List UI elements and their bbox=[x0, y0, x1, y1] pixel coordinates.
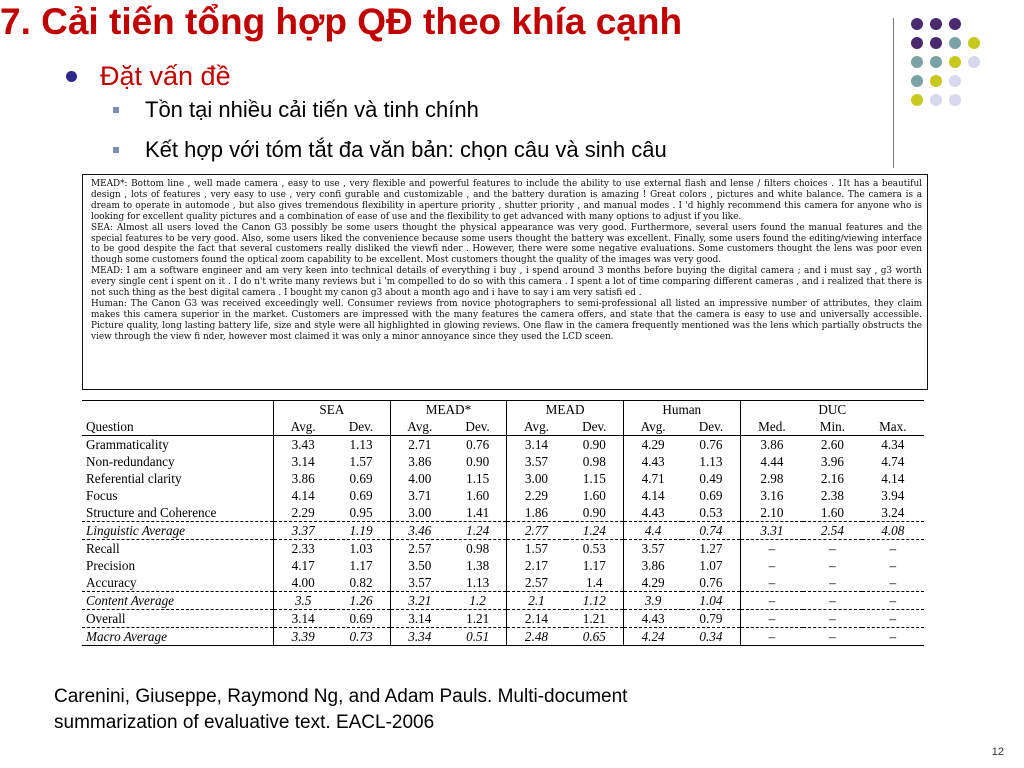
table-cell: 3.14 bbox=[274, 610, 333, 628]
table-cell: 0.51 bbox=[449, 628, 507, 646]
table-cell: 4.43 bbox=[623, 610, 682, 628]
table-cell: 1.15 bbox=[582, 471, 606, 486]
table-group-header bbox=[82, 401, 924, 419]
table-row-label: Accuracy bbox=[86, 575, 137, 590]
table-cell: 1.60 bbox=[820, 505, 844, 520]
table-cell: 2.17 bbox=[507, 557, 566, 574]
table-cell: – bbox=[740, 628, 803, 646]
table-group-label: MEAD bbox=[507, 401, 624, 419]
citation-line-1: Carenini, Giuseppe, Raymond Ng, and Adam Pauls. Multi-document bbox=[54, 686, 628, 707]
table-row bbox=[82, 487, 924, 504]
table-cell: 1.04 bbox=[682, 592, 740, 610]
table-cell: 1.17 bbox=[582, 558, 606, 573]
table-cell: 1.26 bbox=[332, 592, 390, 610]
table-header-cell: Max. bbox=[879, 419, 907, 434]
table-cell: 0.98 bbox=[449, 540, 507, 558]
table-header-cell: Avg. bbox=[507, 418, 566, 436]
table-cell: 4.43 bbox=[623, 453, 682, 470]
decorative-dot bbox=[949, 94, 961, 106]
table-row bbox=[82, 557, 924, 574]
table-group-label: SEA bbox=[274, 401, 391, 419]
decorative-dot bbox=[911, 75, 923, 87]
table-cell: 0.95 bbox=[349, 505, 373, 520]
table-cell: 2.38 bbox=[820, 488, 844, 503]
table-cell: 0.49 bbox=[699, 471, 723, 486]
table-cell: 4.34 bbox=[862, 436, 924, 454]
table-header-cell: Dev. bbox=[348, 419, 374, 434]
table-cell: – bbox=[803, 610, 861, 628]
table-cell: – bbox=[740, 540, 803, 558]
table-cell: 3.5 bbox=[274, 592, 333, 610]
table-row-label: Referential clarity bbox=[86, 471, 182, 486]
decorative-dot bbox=[949, 56, 961, 68]
table-cell: 4.71 bbox=[623, 470, 682, 487]
table-cell: – bbox=[740, 574, 803, 592]
table-row-label: Precision bbox=[86, 558, 136, 573]
table-cell: 2.57 bbox=[390, 540, 449, 558]
table-cell: 2.10 bbox=[740, 504, 803, 522]
table-cell: 3.86 bbox=[274, 470, 333, 487]
table-cell: 1.21 bbox=[566, 610, 624, 628]
table-group-label: DUC bbox=[740, 401, 924, 419]
table-group-label: MEAD* bbox=[390, 401, 507, 419]
sub-bullet-1-text: Tồn tại nhiều cải tiến và tinh chính bbox=[145, 97, 479, 122]
table-cell: 0.76 bbox=[449, 436, 507, 454]
bullet-square-icon bbox=[113, 147, 119, 153]
table-row bbox=[82, 453, 924, 470]
decorative-dot bbox=[911, 94, 923, 106]
table-cell: 3.71 bbox=[390, 487, 449, 504]
decorative-dot bbox=[911, 37, 923, 49]
table-cell: 0.65 bbox=[566, 628, 624, 646]
table-row-label: Linguistic Average bbox=[82, 522, 274, 540]
table-cell: 0.69 bbox=[349, 471, 373, 486]
table-cell: 0.76 bbox=[682, 436, 740, 454]
table-cell: 0.90 bbox=[582, 505, 606, 520]
table-cell: 3.00 bbox=[390, 504, 449, 522]
table-cell: 4.14 bbox=[623, 487, 682, 504]
table-row-label: Non-redundancy bbox=[86, 454, 175, 469]
table-cell: – bbox=[862, 592, 924, 610]
table-header-cell: Avg. bbox=[623, 418, 682, 436]
decorative-dot bbox=[930, 37, 942, 49]
table-cell: 1.17 bbox=[349, 558, 373, 573]
table-cell bbox=[82, 401, 274, 419]
table-cell: 4.14 bbox=[881, 471, 905, 486]
decorative-dot bbox=[911, 18, 923, 30]
table-cell: 3.86 bbox=[390, 453, 449, 470]
table-cell: 0.90 bbox=[566, 436, 624, 454]
table-cell: – bbox=[889, 558, 897, 573]
table-cell: 2.77 bbox=[507, 522, 566, 540]
table-cell: 3.9 bbox=[623, 592, 682, 610]
decorative-dot bbox=[968, 56, 980, 68]
table-cell: 3.16 bbox=[740, 487, 803, 504]
table-cell: – bbox=[803, 540, 861, 558]
table-group-label: Human bbox=[623, 401, 740, 419]
table-cell: – bbox=[829, 575, 836, 590]
decorative-dot bbox=[949, 75, 961, 87]
table-cell: 4.24 bbox=[623, 628, 682, 646]
table-header-cell: Question bbox=[86, 419, 134, 434]
table-cell: 2.54 bbox=[803, 522, 861, 540]
divider-line bbox=[893, 18, 894, 168]
table-header-cell: Dev. bbox=[582, 419, 607, 434]
table-cell: 3.39 bbox=[274, 628, 333, 646]
table-row bbox=[82, 628, 924, 646]
table-cell: 4.00 bbox=[274, 574, 333, 592]
table-cell: 2.98 bbox=[740, 470, 803, 487]
decorative-dot bbox=[911, 56, 923, 68]
table-cell: 2.29 bbox=[274, 504, 333, 522]
table-cell: 4.74 bbox=[881, 454, 905, 469]
table-row bbox=[82, 504, 924, 522]
table-header-cell: Min. bbox=[819, 419, 846, 434]
table-cell: 1.03 bbox=[332, 540, 390, 558]
table-header-cell: Med. bbox=[740, 418, 803, 436]
sub-bullet-2-text: Kết hợp với tóm tắt đa văn bản: chọn câu và sinh câu bbox=[145, 137, 667, 162]
table-cell: 4.08 bbox=[862, 522, 924, 540]
table-cell: 1.57 bbox=[349, 454, 373, 469]
table-cell: – bbox=[889, 575, 897, 590]
table-row bbox=[82, 470, 924, 487]
table-cell: 1.2 bbox=[449, 592, 507, 610]
table-cell: 3.34 bbox=[390, 628, 449, 646]
table-cell: 0.53 bbox=[699, 505, 723, 520]
table-cell: 4.4 bbox=[623, 522, 682, 540]
table-cell: 0.79 bbox=[682, 610, 740, 628]
table-row-label: Structure and Coherence bbox=[86, 505, 217, 520]
page-number: 12 bbox=[991, 746, 1004, 758]
review-paragraph-mead-star: MEAD*: Bottom line , well made camera , easy to use , very flexible and powerful features to include the ability to use external flash and lense / filters choices . 1It has a beautiful design , lots of features , very easy to use , very confi gurable and customizable , and the battery duration is amazing ! Great colors , pictures and white balance. The camera is a dream to operate in automode , but also gives tremendous flexibility in aperture priority , shutter priority , and manual modes . I 'd highly recommend this camera for anyone who is looking for excellent quality pictures and a combination of ease of use and the flexibility to get advanced with many options to adjust if you like. bbox=[91, 179, 922, 222]
bullet-square-icon bbox=[113, 107, 119, 113]
table-cell: 4.00 bbox=[390, 470, 449, 487]
table-cell: – bbox=[740, 557, 803, 574]
decorative-dot bbox=[930, 94, 942, 106]
decorative-dot bbox=[949, 37, 961, 49]
table-cell: 3.00 bbox=[507, 470, 566, 487]
bullet-main-text: Đặt vấn đề bbox=[100, 61, 231, 91]
table-cell: 3.94 bbox=[881, 488, 905, 503]
table-header-cell: Dev. bbox=[465, 419, 490, 434]
table-cell: – bbox=[803, 592, 861, 610]
table-cell: 0.69 bbox=[699, 488, 723, 503]
table-cell: 3.86 bbox=[623, 557, 682, 574]
table-cell: 0.76 bbox=[699, 575, 723, 590]
table-cell: 2.29 bbox=[507, 487, 566, 504]
table-row-label: Macro Average bbox=[82, 628, 274, 646]
table-cell: 0.73 bbox=[332, 628, 390, 646]
table-row-label: Recall bbox=[82, 540, 274, 558]
table-cell: 2.1 bbox=[507, 592, 566, 610]
table-cell: 1.38 bbox=[466, 558, 490, 573]
table-cell: 3.14 bbox=[390, 610, 449, 628]
table-cell: 1.13 bbox=[466, 575, 490, 590]
table-cell: 4.29 bbox=[623, 574, 682, 592]
table-cell: 3.21 bbox=[390, 592, 449, 610]
table-cell: 3.96 bbox=[820, 454, 844, 469]
table-cell: – bbox=[862, 610, 924, 628]
table-header-row bbox=[82, 418, 924, 436]
table-row-label: Overall bbox=[82, 610, 274, 628]
table-cell: 1.13 bbox=[699, 454, 723, 469]
table-cell: 3.14 bbox=[507, 436, 566, 454]
table-cell: 3.14 bbox=[274, 453, 333, 470]
table-cell: 3.37 bbox=[274, 522, 333, 540]
table-cell: 3.46 bbox=[390, 522, 449, 540]
table-cell: 1.60 bbox=[466, 488, 490, 503]
table-cell: 3.86 bbox=[740, 436, 803, 454]
table-cell: 1.15 bbox=[466, 471, 490, 486]
table-row-label: Content Average bbox=[82, 592, 274, 610]
decorative-dot bbox=[930, 75, 942, 87]
table-cell: – bbox=[740, 592, 803, 610]
review-paragraph-mead: MEAD: I am a software engineer and am very keen into technical details of everything i buy , i spend around 3 months before buying the digital camera ; and i must say , g3 worth every single cent i spent on it . I do n't write many reviews but i 'm compelled to do so with this camera . I spent a lot of time comparing different cameras , and i realized that there is not such thing as the best digital camera . I bought my canon g3 about a month ago and i have to say i am very satisfi ed . bbox=[91, 266, 922, 299]
table-cell: 3.43 bbox=[274, 436, 333, 454]
decorative-dot bbox=[930, 18, 942, 30]
table-cell: 1.13 bbox=[332, 436, 390, 454]
table-cell: 2.57 bbox=[507, 574, 566, 592]
table-cell: 1.4 bbox=[586, 575, 603, 590]
citation bbox=[54, 684, 627, 736]
decorative-dot bbox=[968, 37, 980, 49]
table-cell: 1.27 bbox=[682, 540, 740, 558]
table-cell: 0.69 bbox=[332, 610, 390, 628]
review-paragraph-sea: SEA: Almost all users loved the Canon G3 possibly be some users thought the physical appearance was very good. Furthermore, several users found the manual features and the special features to be very good. Also, some users liked the convenience because some users thought the battery was excellent. Finally, some users found the editing/viewing interface to be good despite the fact that several customers really disliked the viewfi nder . However, there were some negative evaluations. Some customers thought the lens was poor even though some customers found the optical zoom capability to be excellent. Most customers thought the quality of the images was very good. bbox=[91, 222, 922, 266]
table-cell: – bbox=[862, 628, 924, 646]
table-cell: 2.48 bbox=[507, 628, 566, 646]
table-cell: 3.50 bbox=[390, 557, 449, 574]
table-cell: 0.74 bbox=[682, 522, 740, 540]
table-cell: 0.53 bbox=[566, 540, 624, 558]
table-row bbox=[82, 610, 924, 628]
table-header-cell: Avg. bbox=[274, 418, 333, 436]
table-cell: 2.16 bbox=[820, 471, 844, 486]
table-cell: – bbox=[829, 558, 836, 573]
table-cell: 1.57 bbox=[507, 540, 566, 558]
table-cell: 0.69 bbox=[349, 488, 373, 503]
table-row bbox=[82, 592, 924, 610]
table-cell: 1.41 bbox=[466, 505, 490, 520]
table-cell: 0.34 bbox=[682, 628, 740, 646]
table-cell: 0.90 bbox=[466, 454, 490, 469]
table-header-cell: Dev. bbox=[698, 419, 724, 434]
table-cell: 2.60 bbox=[803, 436, 861, 454]
table-cell: 1.60 bbox=[582, 488, 606, 503]
table-cell: 1.21 bbox=[449, 610, 507, 628]
table-cell: 2.33 bbox=[274, 540, 333, 558]
citation-line-2: summarization of evaluative text. EACL-2006 bbox=[54, 712, 435, 733]
table-cell: 1.07 bbox=[699, 558, 723, 573]
table-row bbox=[82, 540, 924, 558]
table-cell: – bbox=[803, 628, 861, 646]
table-cell: 3.57 bbox=[507, 453, 566, 470]
table-cell: 0.82 bbox=[349, 575, 373, 590]
table-cell: 4.17 bbox=[274, 557, 333, 574]
table-cell: 0.98 bbox=[582, 454, 606, 469]
table-cell: 4.14 bbox=[274, 487, 333, 504]
table-row bbox=[82, 574, 924, 592]
table-row-label: Focus bbox=[86, 488, 118, 503]
review-text-box bbox=[82, 174, 928, 390]
table-cell: – bbox=[862, 540, 924, 558]
table-cell: 1.19 bbox=[332, 522, 390, 540]
table-cell: – bbox=[740, 610, 803, 628]
table-cell: 3.57 bbox=[623, 540, 682, 558]
table-row-label: Grammaticality bbox=[82, 436, 274, 454]
results-table bbox=[82, 400, 924, 646]
table-cell: 4.29 bbox=[623, 436, 682, 454]
table-cell: 4.43 bbox=[623, 504, 682, 522]
table-cell: 1.12 bbox=[566, 592, 624, 610]
decorative-dot bbox=[949, 18, 961, 30]
decorative-dot bbox=[930, 56, 942, 68]
table-cell: 1.86 bbox=[507, 504, 566, 522]
table-row bbox=[82, 522, 924, 540]
table-cell: 3.31 bbox=[740, 522, 803, 540]
bullet-dot-icon bbox=[66, 71, 77, 82]
table-cell: 1.24 bbox=[449, 522, 507, 540]
table-cell: 1.24 bbox=[566, 522, 624, 540]
table-cell: 3.24 bbox=[881, 505, 905, 520]
table-cell: 2.14 bbox=[507, 610, 566, 628]
table-header-cell: Avg. bbox=[390, 418, 449, 436]
table-cell: 3.57 bbox=[390, 574, 449, 592]
table-cell: 4.44 bbox=[740, 453, 803, 470]
table-row bbox=[82, 436, 924, 454]
review-paragraph-human: Human: The Canon G3 was received exceedingly well. Consumer reviews from novice photographers to semi-professional all listed an impressive number of attributes, they claim makes this camera superior in the market. Customers are impressed with the many features the camera offers, and state that the camera is easy to use and universally accessible. Picture quality, long lasting battery life, size and style were all highlighted in glowing reviews. One flaw in the camera frequently mentioned was the lens which partially obstructs the view through the view fi nder, however most claimed it was only a minor annoyance since they used the LCD sceen. bbox=[91, 298, 922, 342]
slide-title: 7. Cải tiến tổng hợp QĐ theo khía cạnh bbox=[0, 1, 683, 42]
table-cell: 2.71 bbox=[390, 436, 449, 454]
